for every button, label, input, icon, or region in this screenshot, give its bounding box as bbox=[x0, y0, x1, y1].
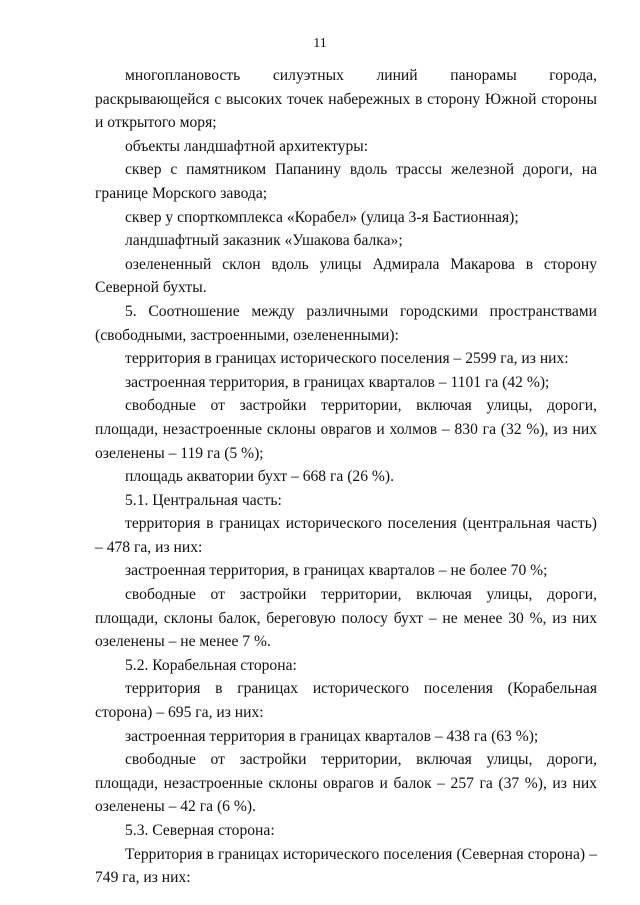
paragraph-section-5: 5. Соотношение между различными городскими пространствами (свободными, застроенными, озелененными): bbox=[95, 302, 597, 344]
page-number: 11 bbox=[313, 36, 327, 51]
paragraph-section-5-3: 5.3. Северная сторона: bbox=[125, 822, 275, 839]
paragraph-panorama-lines: многоплановость силуэтных линий панорамы города, раскрывающейся с высоких точек набережных в сторону Южной стороны и открытого моря; bbox=[95, 67, 597, 132]
paragraph-free-territory: свободные от застройки территории, включая улицы, дороги, площади, незастроенные склоны оврагов и холмов – 830 га (32 %), из них озеленены – 119 га (5 %); bbox=[95, 397, 597, 462]
document-body bbox=[95, 64, 597, 890]
paragraph-section-5-1: 5.1. Центральная часть: bbox=[125, 491, 282, 509]
paragraph-section-5-2: 5.2. Корабельная сторона: bbox=[125, 656, 297, 674]
paragraph-korabelnaya-free: свободные от застройки территории, включая улицы, дороги, площади, незастроенные склоны оврагов и балок – 257 га (37 %), из них озеленены – 42 га (6 %). bbox=[95, 751, 597, 816]
paragraph-ushakova-balka: ландшафтный заказник «Ушакова балка»; bbox=[125, 232, 403, 250]
paragraph-papanin-square: сквер с памятником Папанину вдоль трассы железной дороги, на границе Морского завода; bbox=[95, 161, 597, 202]
paragraph-total-territory: территория в границах исторического поселения – 2599 га, из них: bbox=[125, 350, 569, 368]
paragraph-korabelnaya-built: застроенная территория в границах кварталов – 438 га (63 %); bbox=[125, 727, 539, 745]
paragraph-central-free: свободные от застройки территории, включая улицы, дороги, площади, склоны балок, береговую полосу бухт – не менее 30 %, из них озеленены – не менее 7 %. bbox=[95, 586, 597, 651]
paragraph-landscape-objects: объекты ландшафтной архитектуры: bbox=[125, 137, 369, 155]
paragraph-built-territory: застроенная территория, в границах кварталов – 1101 га (42 %); bbox=[125, 373, 550, 391]
paragraph-makarova-slope: озелененный склон вдоль улицы Адмирала Макарова в сторону Северной бухты. bbox=[95, 255, 597, 297]
paragraph-severnaya-territory: Территория в границах исторического поселения (Северная сторона) – 749 га, из них: bbox=[95, 845, 597, 887]
paragraph-central-territory: территория в границах исторического поселения (центральная часть) – 478 га, из них: bbox=[95, 515, 597, 556]
paragraph-korabel-square: сквер у спорткомплекса «Корабел» (улица 3-я Бастионная); bbox=[125, 208, 519, 226]
paragraph-korabelnaya-territory: территория в границах исторического поселения (Корабельная сторона) – 695 га, из них: bbox=[95, 680, 597, 722]
paragraph-central-built: застроенная территория, в границах кварталов – не более 70 %; bbox=[125, 562, 548, 580]
paragraph-bay-area: площадь акватории бухт – 668 га (26 %). bbox=[125, 468, 394, 486]
